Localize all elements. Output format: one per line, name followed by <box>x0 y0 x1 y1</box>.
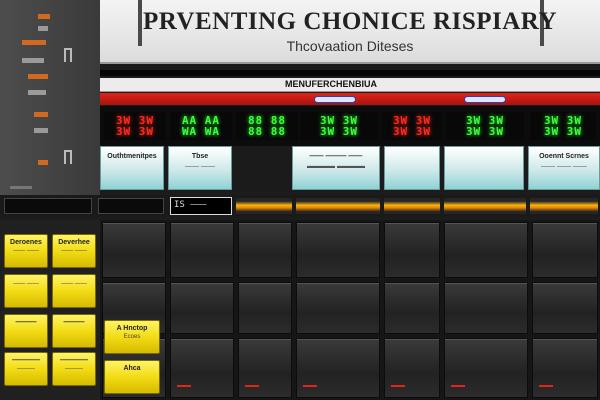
button-label: Deroenes <box>10 239 42 246</box>
led-line: WA WA <box>181 125 221 138</box>
red-indicator <box>451 385 465 387</box>
grid-cell[interactable] <box>170 282 234 334</box>
red-indicator <box>539 385 553 387</box>
grid-cell[interactable] <box>444 222 528 278</box>
rail-orange-segment <box>530 198 598 214</box>
alert-toggle[interactable] <box>464 96 506 103</box>
button-sublabel: Ecoes <box>123 334 141 340</box>
grid-cell[interactable] <box>444 338 528 398</box>
led-line: 3W 3W <box>465 125 505 138</box>
side-menu-item[interactable] <box>38 26 48 31</box>
card-sub <box>385 153 439 156</box>
page-title: PRVENTING CHONICE RISPIARY <box>142 8 558 35</box>
button-label: ——— <box>15 319 37 326</box>
led-line: 3W 3W <box>319 114 359 127</box>
card-label: Ooennt Scrnes <box>539 153 589 160</box>
button-label: Ahca <box>123 365 141 372</box>
grid-cell[interactable] <box>532 222 598 278</box>
rail-orange-segment <box>296 198 380 214</box>
button-sublabel: —— —— <box>13 248 39 254</box>
card-sub: ▬▬▬▬ ▬▬▬▬ <box>307 163 365 170</box>
card-sub: —— —— —— <box>541 163 587 170</box>
red-indicator <box>245 385 259 387</box>
control-grid <box>100 220 600 400</box>
button-label: ———— <box>60 357 88 364</box>
card-sub: —— —— <box>185 163 215 170</box>
led-line: 3W 3W <box>465 114 505 127</box>
card-sub <box>445 153 523 156</box>
led-readout <box>382 112 442 140</box>
grid-cell[interactable] <box>296 282 380 334</box>
grid-cell[interactable] <box>444 282 528 334</box>
yellow-button[interactable] <box>4 234 48 268</box>
yellow-button[interactable] <box>52 274 96 308</box>
status-card-row <box>100 146 600 192</box>
led-readout <box>104 112 166 140</box>
card-label: Tbse <box>191 153 209 160</box>
card-sub <box>101 160 163 163</box>
grid-cell[interactable] <box>532 338 598 398</box>
card-label: —— ——— —— <box>309 153 363 160</box>
yellow-button[interactable] <box>104 360 160 394</box>
alert-bar <box>100 93 600 105</box>
app-header <box>100 0 600 64</box>
status-card[interactable] <box>100 146 164 190</box>
button-label: ——— <box>63 319 85 326</box>
led-readout <box>236 112 298 140</box>
side-menu-item[interactable] <box>38 14 50 19</box>
menu-strip <box>100 78 600 92</box>
side-menu-item[interactable] <box>34 112 48 117</box>
led-readout <box>300 112 378 140</box>
led-readout-row <box>100 106 600 146</box>
side-divider <box>10 186 32 189</box>
card-label: Outhtmenitpes <box>107 153 157 160</box>
status-card[interactable] <box>292 146 380 190</box>
led-line: 3W 3W <box>543 114 583 127</box>
grid-cell[interactable] <box>170 222 234 278</box>
status-card[interactable] <box>168 146 232 190</box>
side-menu-item[interactable] <box>28 90 46 95</box>
grid-cell[interactable] <box>296 222 380 278</box>
page-subtitle: Thcovaation Diteses <box>286 38 414 54</box>
led-readout <box>530 112 596 140</box>
grid-cell[interactable] <box>238 222 292 278</box>
grid-cell[interactable] <box>238 282 292 334</box>
led-line: 88 88 <box>247 125 287 138</box>
rail-orange-segment <box>444 198 526 214</box>
alert-toggle[interactable] <box>314 96 356 103</box>
rail-segment <box>98 198 164 214</box>
top-divider <box>100 70 600 76</box>
red-indicator <box>303 385 317 387</box>
grid-cell[interactable] <box>102 222 166 278</box>
side-menu-item[interactable] <box>34 128 48 133</box>
led-line: 3W 3W <box>115 125 155 138</box>
button-sublabel: —— —— <box>61 281 87 287</box>
button-sublabel: ——— <box>17 366 35 372</box>
grid-cell[interactable] <box>384 222 440 278</box>
led-line: AA AA <box>181 114 221 127</box>
led-line: 3W 3W <box>543 125 583 138</box>
grid-cell[interactable] <box>532 282 598 334</box>
grid-cell[interactable] <box>238 338 292 398</box>
led-line: 88 88 <box>247 114 287 127</box>
rail-orange-segment <box>236 198 292 214</box>
status-card[interactable] <box>528 146 600 190</box>
status-card[interactable] <box>444 146 524 190</box>
yellow-button[interactable] <box>4 314 48 348</box>
menu-strip-label: MENUFERCHENBIUA <box>285 79 377 89</box>
yellow-button[interactable] <box>4 352 48 386</box>
yellow-button[interactable] <box>52 234 96 268</box>
yellow-button[interactable] <box>4 274 48 308</box>
grid-cell[interactable] <box>384 338 440 398</box>
status-card[interactable] <box>384 146 440 190</box>
red-indicator <box>177 385 191 387</box>
led-readout <box>170 112 232 140</box>
led-line: 3W 3W <box>392 125 432 138</box>
side-menu-item[interactable] <box>22 58 44 63</box>
red-indicator <box>391 385 405 387</box>
side-menu-item[interactable] <box>38 160 48 165</box>
yellow-button[interactable] <box>52 314 96 348</box>
button-label: ———— <box>12 357 40 364</box>
rail-id-label: IS ——— <box>170 197 232 215</box>
button-sublabel: ——— <box>65 366 83 372</box>
yellow-button[interactable] <box>52 352 96 386</box>
button-sublabel: —— —— <box>61 248 87 254</box>
side-tab-icon[interactable] <box>64 48 72 62</box>
grid-cell[interactable] <box>296 338 380 398</box>
led-line: 3W 3W <box>115 114 155 127</box>
grid-cell[interactable] <box>170 338 234 398</box>
side-menu-item[interactable] <box>28 74 48 79</box>
led-line: 3W 3W <box>319 125 359 138</box>
grid-cell[interactable] <box>384 282 440 334</box>
button-sublabel: —— —— <box>13 281 39 287</box>
progress-rail <box>0 195 600 217</box>
button-label: Deverhee <box>58 239 90 246</box>
side-menu-item[interactable] <box>22 40 46 45</box>
yellow-button[interactable] <box>104 320 160 354</box>
led-line: 3W 3W <box>392 114 432 127</box>
rail-orange-segment <box>384 198 440 214</box>
button-label: A Hnctop <box>116 325 148 332</box>
side-panel <box>0 0 100 195</box>
side-tab-icon[interactable] <box>64 150 72 164</box>
led-readout <box>446 112 524 140</box>
rail-segment <box>4 198 92 214</box>
